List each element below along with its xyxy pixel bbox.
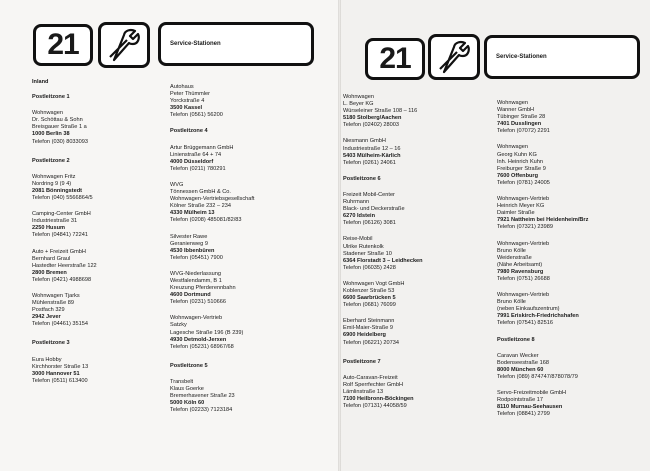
- address-entry: [343, 318, 493, 346]
- address-line: Wohnwagen: [497, 144, 528, 151]
- wrench-icon: [98, 22, 150, 68]
- address-city: 2942 Jever: [32, 314, 61, 321]
- address-line: Postfach 329: [32, 307, 65, 314]
- address-line: Geranienweg 9: [170, 240, 208, 247]
- address-line: Lagesche Straße 196 (B 239): [170, 329, 244, 336]
- address-line: Transbelt: [170, 378, 194, 385]
- postal-zone: [343, 176, 493, 347]
- address-phone: Telefon (05231) 68967/68: [170, 343, 234, 350]
- section-title: Service-Stationen: [496, 54, 547, 60]
- address-line: Auto-Caravan-Freizeit: [343, 374, 398, 381]
- address-line: Kölner Straße 232 – 234: [170, 203, 231, 210]
- postal-zone-title: Postleitzone 6: [343, 175, 381, 182]
- address-entry: [170, 234, 320, 262]
- address-entry: [343, 236, 493, 271]
- address-phone: Telefon (05451) 7900: [170, 254, 223, 261]
- address-city: 7600 Offenburg: [497, 172, 539, 179]
- address-line: Peter Thümmler: [170, 91, 210, 98]
- address-line: Weidenstraße: [497, 254, 532, 261]
- address-entry: [343, 138, 493, 166]
- address-line: Ulrike Rutenkolk: [343, 243, 384, 250]
- address-city: 8000 München 60: [497, 366, 544, 373]
- address-city: 6364 Florstadt 3 – Leidhecken: [343, 257, 423, 264]
- address-phone: Telefon (0681) 76099: [343, 302, 396, 309]
- address-entry: [497, 353, 647, 381]
- address-city: 6900 Heidelberg: [343, 332, 386, 339]
- address-entry: [32, 249, 152, 284]
- address-entry: [343, 375, 493, 410]
- address-phone: Telefon (02233) 7123184: [170, 407, 233, 414]
- section-number-badge: 21: [365, 38, 425, 80]
- postal-zone: [497, 337, 647, 419]
- address-phone: Telefon (0261) 24061: [343, 159, 396, 166]
- postal-zone-title: Postleitzone 4: [170, 128, 208, 135]
- left-column-2: [170, 84, 320, 426]
- address-line: Inh. Heinrich Kuhn: [497, 158, 544, 165]
- address-city: 4330 Mülheim 13: [170, 210, 215, 217]
- address-city: 6600 Saarbrücken 5: [343, 295, 396, 302]
- address-line: Mühlenstraße 89: [32, 300, 74, 307]
- address-line: Lämlinstraße 13: [343, 388, 384, 395]
- address-entry: [497, 292, 647, 327]
- address-line: Silvester Rawe: [170, 233, 208, 240]
- address-line: Wohnwagen-Vertrieb: [170, 315, 223, 322]
- address-entry: [32, 357, 152, 385]
- address-entry: [170, 379, 320, 414]
- postal-zone-title: Postleitzone 1: [32, 94, 70, 101]
- address-phone: Telefon (0208) 485081/82/83: [170, 217, 242, 224]
- section-title-box: [484, 35, 640, 79]
- address-city: 7921 Nattheim bei Heidenheim/Brz: [497, 217, 589, 224]
- address-line: Industriestraße 12 – 16: [343, 145, 401, 152]
- postal-zone-title: Postleitzone 8: [497, 336, 535, 343]
- page-fold: [338, 0, 341, 471]
- address-line: Daimler Straße: [497, 210, 535, 217]
- address-phone: Telefon (04461) 35154: [32, 321, 88, 328]
- address-line: Würseleiner Straße 108 – 116: [343, 108, 418, 115]
- address-line: Ruhrmann: [343, 199, 370, 206]
- right-column-1: [343, 94, 493, 422]
- address-phone: Telefon (0781) 24005: [497, 179, 550, 186]
- postal-zone-title: Postleitzone 5: [170, 362, 208, 369]
- address-city: 5403 Mülheim-Kärlich: [343, 152, 401, 159]
- address-city: 8110 Murnau-Seehausen: [497, 404, 563, 411]
- address-city: 7980 Ravensburg: [497, 268, 544, 275]
- address-city: 4000 Düsseldorf: [170, 158, 214, 165]
- address-entry: [32, 110, 152, 145]
- postal-zone: [170, 363, 320, 415]
- address-line: WVG-Niederlassung: [170, 270, 221, 277]
- address-phone: Telefon (0231) 510666: [170, 299, 226, 306]
- address-entry: [497, 100, 647, 135]
- address-line: Emil-Maier-Straße 9: [343, 325, 394, 332]
- address-city: 2800 Bremen: [32, 269, 67, 276]
- address-line: Freiburger Straße 9: [497, 165, 546, 172]
- address-phone: Telefon (06035) 2428: [343, 264, 396, 271]
- address-line: Rodpointstraße 17: [497, 397, 544, 404]
- address-line: Wohnwagen-Vertrieb: [497, 292, 550, 299]
- address-entry: [343, 281, 493, 309]
- postal-zone-title: Postleitzone 7: [343, 358, 381, 365]
- address-line: Wohnwagen-Vertriebsgesellschaft: [170, 196, 255, 203]
- address-line: Linienstraße 64 + 74: [170, 151, 222, 158]
- address-line: Bruno Kölle: [497, 299, 526, 306]
- address-city: 3000 Hannover 51: [32, 370, 80, 377]
- address-line: WVG: [170, 181, 184, 188]
- address-line: Wohnwagen Vogt GmbH: [343, 280, 405, 287]
- address-line: Bodenseestraße 168: [497, 359, 549, 366]
- address-phone: Telefon (07131) 44058/59: [343, 403, 407, 410]
- address-city: 7991 Eriskirch-Friedrichshafen: [497, 313, 579, 320]
- address-entry: [343, 94, 493, 129]
- address-phone: Telefon (06221) 20734: [343, 339, 399, 346]
- address-line: Bremerhavener Straße 23: [170, 393, 235, 400]
- address-entry: [497, 144, 647, 187]
- left-column-1: [32, 79, 152, 397]
- address-line: Georg Kuhn KG: [497, 151, 537, 158]
- address-phone: Telefon (0511) 613400: [32, 377, 88, 384]
- address-line: Servo-Freizeitmobile GmbH: [497, 390, 567, 396]
- address-entry: [170, 271, 320, 306]
- address-line: Niesmann GmbH: [343, 138, 386, 145]
- address-line: Klaus Goerke: [170, 386, 204, 392]
- address-phone: Telefon (089) 874747/878078/79: [497, 373, 578, 380]
- address-city: 7100 Heilbronn-Böckingen: [343, 396, 414, 402]
- address-line: Yorckstraße 4: [170, 98, 205, 105]
- address-line: Wohnwagen-Vertrieb: [497, 240, 550, 247]
- address-phone: Telefon (0561) 56200: [170, 112, 223, 119]
- address-line: Freizeit Mobil-Center: [343, 191, 395, 198]
- address-line: (Nähe Arbeitsamt): [497, 261, 543, 268]
- address-line: Wohnwagen: [343, 94, 374, 100]
- address-line: Tübinger Straße 28: [497, 114, 546, 121]
- address-line: Caravan Wecker: [497, 352, 539, 359]
- address-city: 5180 Stolberg/Aachen: [343, 115, 402, 122]
- address-phone: Telefon (08841) 2799: [497, 411, 550, 418]
- address-line: Bruno Kölle: [497, 247, 526, 254]
- address-line: Bernhard Graul: [32, 255, 71, 262]
- postal-zone: [32, 94, 152, 146]
- address-phone: Telefon (07541) 82516: [497, 320, 553, 327]
- address-line: (neben Einkaufszentrum): [497, 306, 560, 313]
- address-line: Wanner GmbH: [497, 107, 535, 114]
- address-city: 1000 Berlin 38: [32, 131, 70, 138]
- section-title: Service-Stationen: [170, 41, 221, 47]
- address-entry: [170, 315, 320, 350]
- address-line: Reise-Mobil: [343, 236, 373, 243]
- address-phone: Telefon (07321) 23989: [497, 224, 553, 231]
- address-line: Kreuzung Pferderennbahn: [170, 285, 236, 292]
- address-entry: [32, 211, 152, 239]
- postal-zone-title: Postleitzone 3: [32, 340, 70, 347]
- address-line: L. Beyer KG: [343, 101, 374, 108]
- address-city: 4530 Ibbenbüren: [170, 247, 215, 254]
- address-line: Breisgauer Straße 1 a: [32, 124, 87, 131]
- address-phone: Telefon (0211) 780291: [170, 165, 226, 172]
- address-phone: Telefon (07072) 2291: [497, 128, 550, 135]
- region-heading: Inland: [32, 79, 49, 85]
- address-line: Wohnwagen-Vertrieb: [497, 196, 550, 203]
- address-line: Koblenzer Straße 53: [343, 287, 395, 294]
- section-number-badge: 21: [33, 24, 93, 66]
- address-entry: [497, 241, 647, 284]
- address-line: Hastedter Heerstraße 122: [32, 262, 97, 269]
- address-city: 7401 Dusslingen: [497, 121, 542, 128]
- postal-zone: [32, 158, 152, 329]
- address-phone: Telefon (0421) 4988698: [32, 276, 92, 283]
- address-entry: [170, 145, 320, 173]
- address-line: Dr. Schöttau & Sohn: [32, 117, 83, 124]
- address-entry: [170, 182, 320, 225]
- address-line: Satzky: [170, 322, 187, 329]
- address-entry: [497, 196, 647, 231]
- address-phone: Telefon (0751) 26688: [497, 275, 550, 282]
- wrench-icon: [428, 34, 480, 80]
- address-line: Industriestraße 31: [32, 218, 78, 225]
- address-line: Auto + Freizeit GmbH: [32, 248, 86, 255]
- address-city: 4600 Dortmund: [170, 292, 211, 299]
- address-line: Wohnwagen: [32, 110, 63, 117]
- address-line: Westfalendamm, B 1: [170, 277, 222, 284]
- postal-zone: [32, 340, 152, 384]
- postal-zone: [343, 359, 493, 411]
- address-city: 2081 Bönningstedt: [32, 187, 83, 194]
- address-line: Heinrich Meyer KG: [497, 203, 545, 210]
- address-entry: [343, 192, 493, 227]
- address-phone: Telefon (030) 8033093: [32, 138, 88, 145]
- address-city: 2250 Husum: [32, 225, 65, 232]
- address-city: 3500 Kassel: [170, 105, 203, 112]
- address-phone: Telefon (04841) 72241: [32, 232, 88, 239]
- address-line: Autohaus: [170, 84, 194, 90]
- address-entry: [497, 390, 647, 418]
- address-entry: [170, 84, 320, 119]
- address-line: Black- und Deckerstraße: [343, 206, 405, 213]
- right-column-2: [497, 100, 647, 430]
- address-line: Nordring 9 (9 4): [32, 180, 72, 187]
- address-phone: Telefon (06126) 3081: [343, 220, 396, 227]
- address-line: Eura Hobby: [32, 356, 62, 363]
- address-line: Kirchhorster Straße 13: [32, 363, 89, 370]
- address-city: 4930 Detmold-Jerxen: [170, 336, 227, 343]
- address-line: Eberhard Steinmann: [343, 318, 395, 325]
- address-city: 6270 Idstein: [343, 213, 376, 220]
- address-line: Wohnwagen: [497, 100, 528, 106]
- postal-zone: [170, 128, 320, 350]
- address-line: Camping-Center GmbH: [32, 211, 91, 218]
- address-line: Artur Brüggemann GmbH: [170, 144, 234, 151]
- address-line: Rolf Sperrfechter GmbH: [343, 381, 403, 388]
- address-phone: Telefon (040) 5566864/5: [32, 195, 93, 202]
- address-line: Stadener Straße 10: [343, 250, 392, 257]
- address-line: Tönnessen GmbH & Co.: [170, 189, 231, 196]
- address-city: 5000 Köln 60: [170, 400, 205, 407]
- address-entry: [32, 293, 152, 328]
- address-entry: [32, 174, 152, 202]
- postal-zone-title: Postleitzone 2: [32, 157, 70, 164]
- section-title-box: [158, 22, 314, 66]
- address-line: Wohnwagen Fritz: [32, 173, 76, 180]
- address-line: Wohnwagen Tjarks: [32, 292, 80, 299]
- address-phone: Telefon (02402) 28003: [343, 122, 399, 129]
